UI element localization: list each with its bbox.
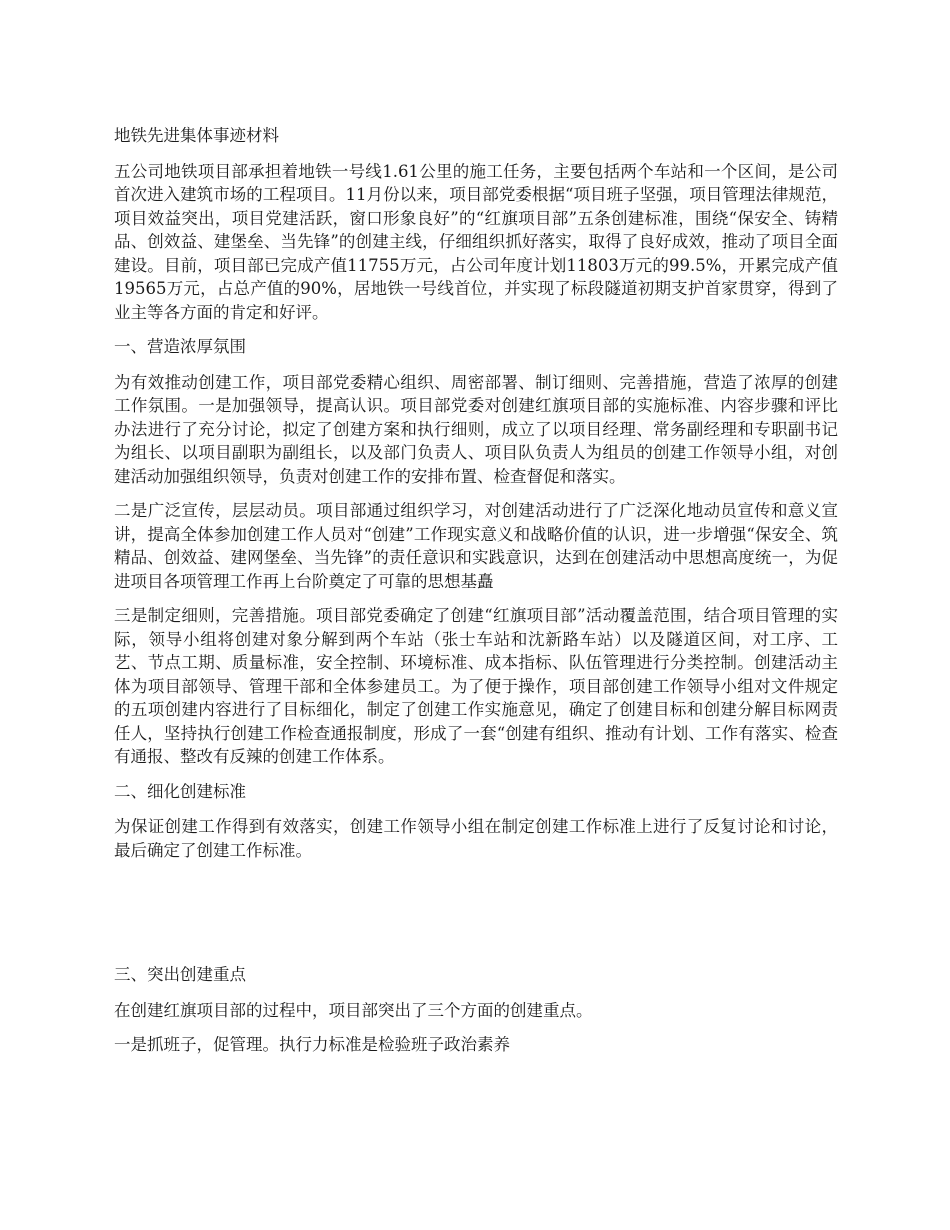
section-1-paragraph-3: 三是制定细则，完善措施。项目部党委确定了创建“红旗项目部”活动覆盖范围，结合项目管理的实际，领导小组将创建对象分解到两个车站（张士车站和沈新路车站）以及隧道区间，对工序、工艺、节点工期、质量标准，安全控制、环境标准、成本指标、队伍管理进行分类控制。创建活动主体为项目部领导、管理干部和全体参建员工。为了便于操作，项目部创建工作领导小组对文件规定的五项创建内容进行了目标细化，制定了创建工作实施意见，确定了创建目标和创建分解目标网责任人，坚持执行创建工作检查通报制度，形成了一套“创建有组织、推动有计划、工作有落实、检查有通报、整改有反辣的创建工作体系。 [114, 606, 838, 766]
section-1-heading: 一、营造浓厚氛围 [114, 337, 246, 356]
section-1-paragraph-1: 为有效推动创建工作，项目部党委精心组织、周密部署、制订细则、完善措施，营造了浓厚的创建工作氛围。一是加强领导，提高认识。项目部党委对创建红旗项目部的实施标准、内容步骤和评比办法进行了充分讨论，拟定了创建方案和执行细则，成立了以项目经理、常务副经理和专职副书记为组长、以项目副职为副组长，以及部门负责人、项目队负责人为组员的创建工作领导小组，对创建活动加强组织领导，负责对创建工作的安排布置、检查督促和落实。 [114, 372, 838, 486]
section-3-paragraph-1: 在创建红旗项目部的过程中，项目部突出了三个方面的创建重点。 [114, 1000, 593, 1020]
document-page [114, 124, 838, 1068]
section-2-heading: 二、细化创建标准 [114, 781, 246, 801]
intro-paragraph: 五公司地铁项目部承担着地铁一号线1.61公里的施工任务，主要包括两个车站和一个区间，是公司首次进入建筑市场的工程项目。11月份以来，项目部党委根据“项目班子坚强，项目管理法律规范，项目效益突出，项目党建活跃，窗口形象良好”的“红旗项目部”五条创建标准，围绕“保安全、铸精品、创效益、建堡垒、当先锋”的创建主线，仔细组织抓好落实，取得了良好成效，推动了项目全面建设。目前，项目部已完成产值11755万元，占公司年度计划11803万元的99.5%，开累完成产值19565万元，占总产值的90%，居地铁一号线首位，并实现了标段隧道初期支护首家贯穿，得到了业主等各方面的肯定和好评。 [114, 161, 838, 322]
section-3-heading: 三、突出创建重点 [114, 965, 246, 984]
section-1-paragraph-2: 二是广泛宣传，层层动员。项目部通过组织学习，对创建活动进行了广泛深化地动员宣传和意义宣讲，提高全体参加创建工作人员对“创建”工作现实意义和战略价值的认识，进一步增强“保安全、筑精品、创效益、建网堡垒、当先锋”的责任意识和实践意识，达到在创建活动中思想高度统一，为促进项目各项管理工作再上台阶奠定了可靠的思想基矗 [114, 501, 838, 591]
section-2-paragraph-1: 为保证创建工作得到有效落实，创建工作领导小组在制定创建工作标准上进行了反复讨论和讨论，最后确定了创建工作标准。 [114, 817, 838, 860]
blank-space [114, 873, 838, 963]
document-title: 地铁先进集体事迹材料 [114, 126, 279, 145]
section-3-paragraph-2: 一是抓班子，促管理。执行力标准是检验班子政治素养 [114, 1035, 510, 1054]
